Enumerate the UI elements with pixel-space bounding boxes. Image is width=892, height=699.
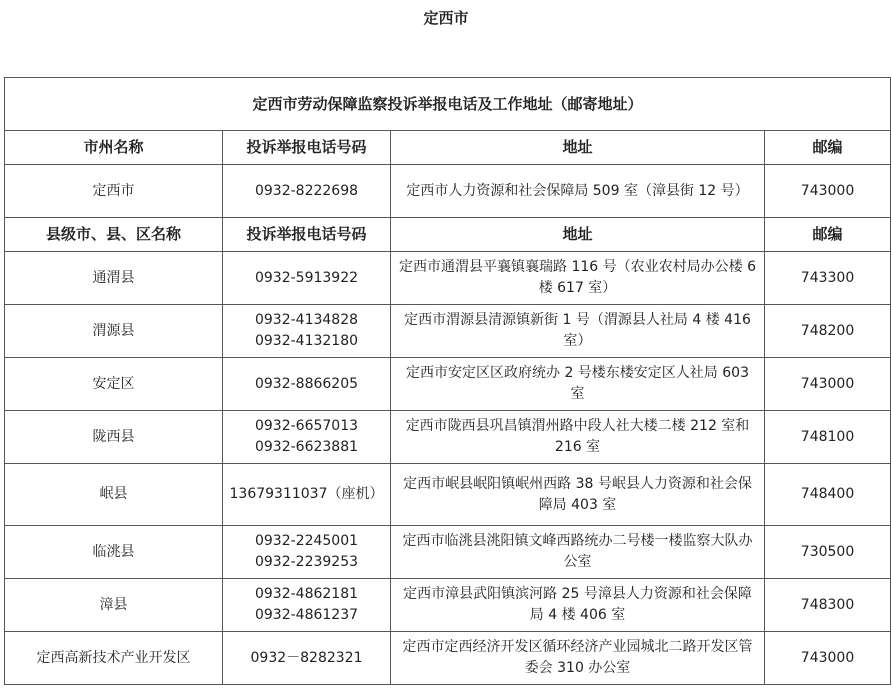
county-postcode-cell: 748300: [765, 579, 891, 632]
county-postcode-cell: 748100: [765, 411, 891, 464]
county-row: [5, 579, 891, 632]
county-phone-cell: [223, 358, 391, 411]
city-name-cell: 定西市: [5, 165, 223, 218]
county-phone-cell: [223, 305, 391, 358]
phone-number: 0932-2239253: [254, 554, 359, 570]
header-address: 地址: [391, 218, 765, 252]
county-header-row: [5, 218, 891, 252]
phone-number: 0932-4132180: [254, 333, 359, 349]
page-title: 定西市: [423, 9, 469, 27]
county-name-cell: 漳县: [5, 579, 223, 632]
header-city-name: 市州名称: [5, 131, 223, 165]
county-postcode-cell: 748200: [765, 305, 891, 358]
header-phone: 投诉举报电话号码: [223, 218, 391, 252]
county-address-cell: 定西市漳县武阳镇滨河路 25 号漳县人力资源和社会保障局 4 楼 406 室: [391, 579, 765, 632]
county-address-cell: 定西市岷县岷阳镇岷州西路 38 号岷县人力资源和社会保障局 403 室: [391, 464, 765, 526]
county-address-cell: 定西市安定区区政府统办 2 号楼东楼安定区人社局 603 室: [391, 358, 765, 411]
county-row: [5, 411, 891, 464]
county-phone-cell: [223, 632, 391, 685]
county-phone-cell: [223, 526, 391, 579]
county-row: [5, 305, 891, 358]
county-name-cell: 临洮县: [5, 526, 223, 579]
header-postcode: 邮编: [765, 131, 891, 165]
phone-number: 0932－8282321: [250, 649, 363, 666]
city-address-cell: 定西市人力资源和社会保障局 509 室（漳县街 12 号）: [391, 165, 765, 218]
county-phone-cell: [223, 579, 391, 632]
county-name-cell: 陇西县: [5, 411, 223, 464]
county-row: [5, 358, 891, 411]
header-postcode: 邮编: [765, 218, 891, 252]
header-county-name: 县级市、县、区名称: [5, 218, 223, 252]
county-postcode-cell: 748400: [765, 464, 891, 526]
phone-number: 13679311037（座机）: [229, 486, 384, 502]
county-name-cell: 渭源县: [5, 305, 223, 358]
county-address-cell: 定西市定西经济开发区循环经济产业园城北二路开发区管委会 310 办公室: [391, 632, 765, 685]
phone-number: 0932-8222698: [254, 182, 359, 199]
phone-number: 0932-4861237: [254, 607, 359, 623]
phone-number: 0932-6623881: [254, 439, 359, 455]
phone-number: 0932-5913922: [254, 269, 359, 286]
county-row: [5, 632, 891, 685]
county-name-cell: 通渭县: [5, 252, 223, 305]
county-name-cell: 岷县: [5, 464, 223, 526]
county-address-cell: 定西市通渭县平襄镇襄瑞路 116 号（农业农村局办公楼 6 楼 617 室）: [391, 252, 765, 305]
city-phone-cell: [223, 165, 391, 218]
city-header-row: [5, 131, 891, 165]
county-postcode-cell: 743000: [765, 358, 891, 411]
phone-number: 0932-8866205: [254, 375, 359, 392]
county-row: [5, 464, 891, 526]
county-name-cell: 安定区: [5, 358, 223, 411]
county-address-cell: 定西市陇西县巩昌镇渭州路中段人社大楼二楼 212 室和 216 室: [391, 411, 765, 464]
phone-number: 0932-6657013: [254, 418, 359, 434]
county-postcode-cell: 730500: [765, 526, 891, 579]
city-row: [5, 165, 891, 218]
county-row: [5, 526, 891, 579]
county-phone-cell: [223, 252, 391, 305]
county-phone-cell: [223, 411, 391, 464]
table-caption-row: [5, 78, 891, 131]
phone-number: 0932-4134828: [254, 312, 359, 328]
phone-number: 0932-2245001: [254, 533, 359, 549]
county-postcode-cell: 743000: [765, 632, 891, 685]
county-address-cell: 定西市临洮县洮阳镇文峰西路统办二号楼一楼监察大队办公室: [391, 526, 765, 579]
table-caption: 定西市劳动保障监察投诉举报电话及工作地址（邮寄地址）: [5, 78, 891, 131]
complaint-contact-table: [4, 77, 891, 685]
city-postcode-cell: 743000: [765, 165, 891, 218]
county-name-cell: 定西高新技术产业开发区: [5, 632, 223, 685]
county-row: [5, 252, 891, 305]
header-address: 地址: [391, 131, 765, 165]
county-phone-cell: [223, 464, 391, 526]
header-phone: 投诉举报电话号码: [223, 131, 391, 165]
county-address-cell: 定西市渭源县清源镇新街 1 号（渭源县人社局 4 楼 416 室）: [391, 305, 765, 358]
phone-number: 0932-4862181: [254, 586, 359, 602]
county-postcode-cell: 743300: [765, 252, 891, 305]
